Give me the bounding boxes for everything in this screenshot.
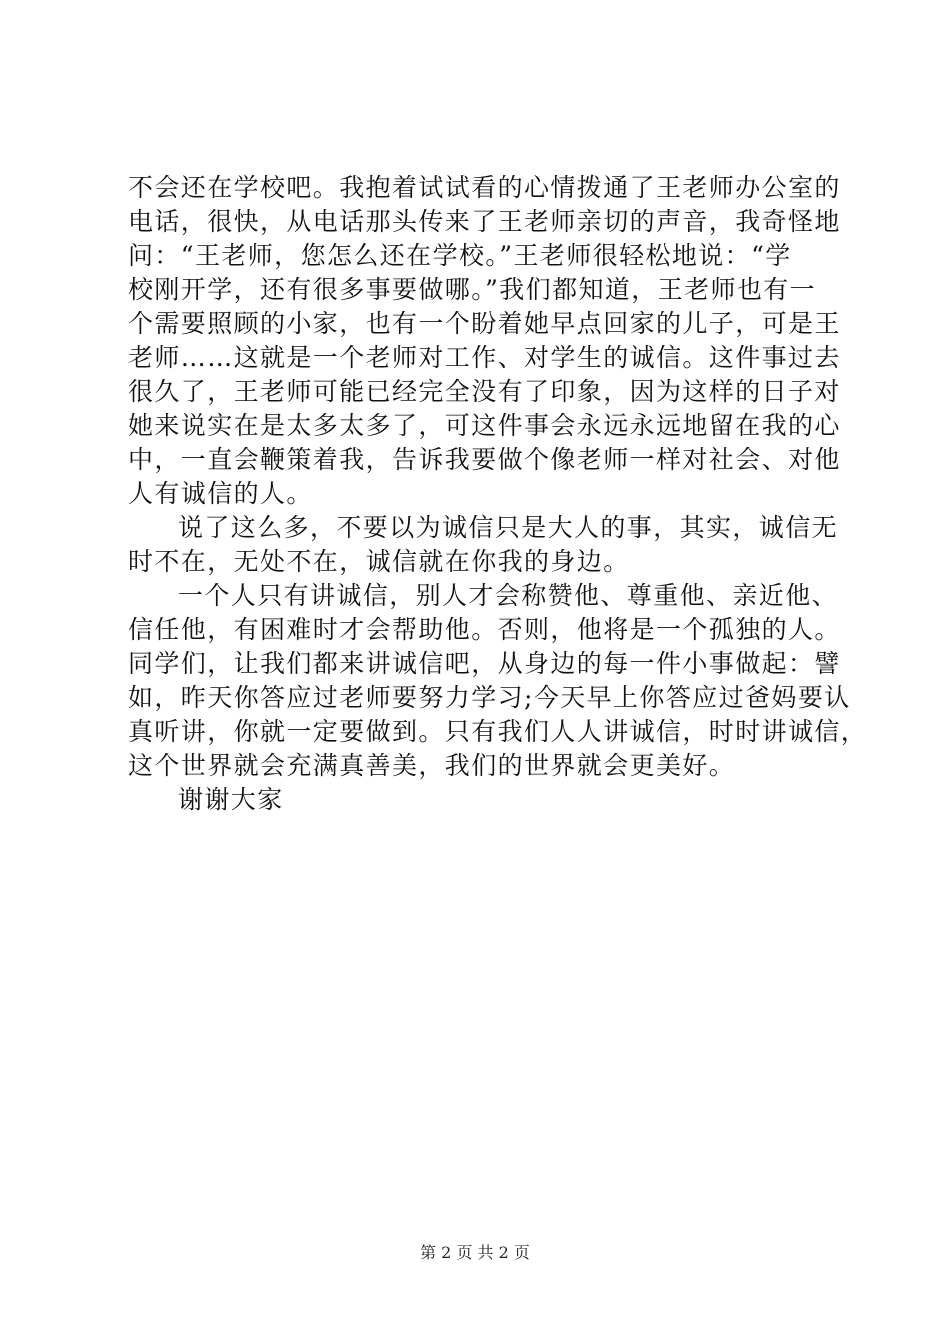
text-line: 同学们，让我们都来讲诚信吧，从身边的每一件小事做起：譬	[128, 649, 841, 678]
text-line: 个需要照顾的小家，也有一个盼着她早点回家的儿子，可是王	[128, 309, 841, 338]
text-line: 她来说实在是太多太多了，可这件事会永远永远地留在我的心	[128, 411, 841, 440]
text-line: 时不在，无处不在，诚信就在你我的身边。	[128, 547, 630, 576]
paragraph-start-line: 说了这么多，不要以为诚信只是大人的事，其实，诚信无	[178, 513, 839, 542]
text-line: 老师……这就是一个老师对工作、对学生的诚信。这件事过去	[128, 343, 841, 372]
paragraph-start-line: 一个人只有讲诚信，别人才会称赞他、尊重他、亲近他、	[178, 581, 839, 610]
text-line: 电话，很快，从电话那头传来了王老师亲切的声音，我奇怪地	[128, 207, 841, 236]
text-line: 校刚开学，还有很多事要做哪。”我们都知道，王老师也有一	[128, 275, 817, 304]
text-line: 如，昨天你答应过老师要努力学习;今天早上你答应过爸妈要认	[128, 683, 851, 712]
document-body	[128, 171, 868, 817]
text-line: 人有诚信的人。	[128, 479, 313, 508]
text-line: 很久了，王老师可能已经完全没有了印象，因为这样的日子对	[128, 377, 841, 406]
text-line: 真听讲，你就一定要做到。只有我们人人讲诚信，时时讲诚信，	[128, 717, 868, 746]
text-line: 这个世界就会充满真善美，我们的世界就会更美好。	[128, 751, 736, 780]
text-line: 信任他，有困难时才会帮助他。否则，他将是一个孤独的人。	[128, 615, 841, 644]
page-footer: 第 2 页 共 2 页	[420, 1243, 530, 1262]
text-line: 问：“王老师，您怎么还在学校。”王老师很轻松地说：“学	[128, 241, 792, 270]
text-line: 不会还在学校吧。我抱着试试看的心情拨通了王老师办公室的	[128, 173, 841, 202]
closing-line: 谢谢大家	[178, 785, 284, 814]
text-line: 中，一直会鞭策着我，告诉我要做个像老师一样对社会、对他	[128, 445, 841, 474]
